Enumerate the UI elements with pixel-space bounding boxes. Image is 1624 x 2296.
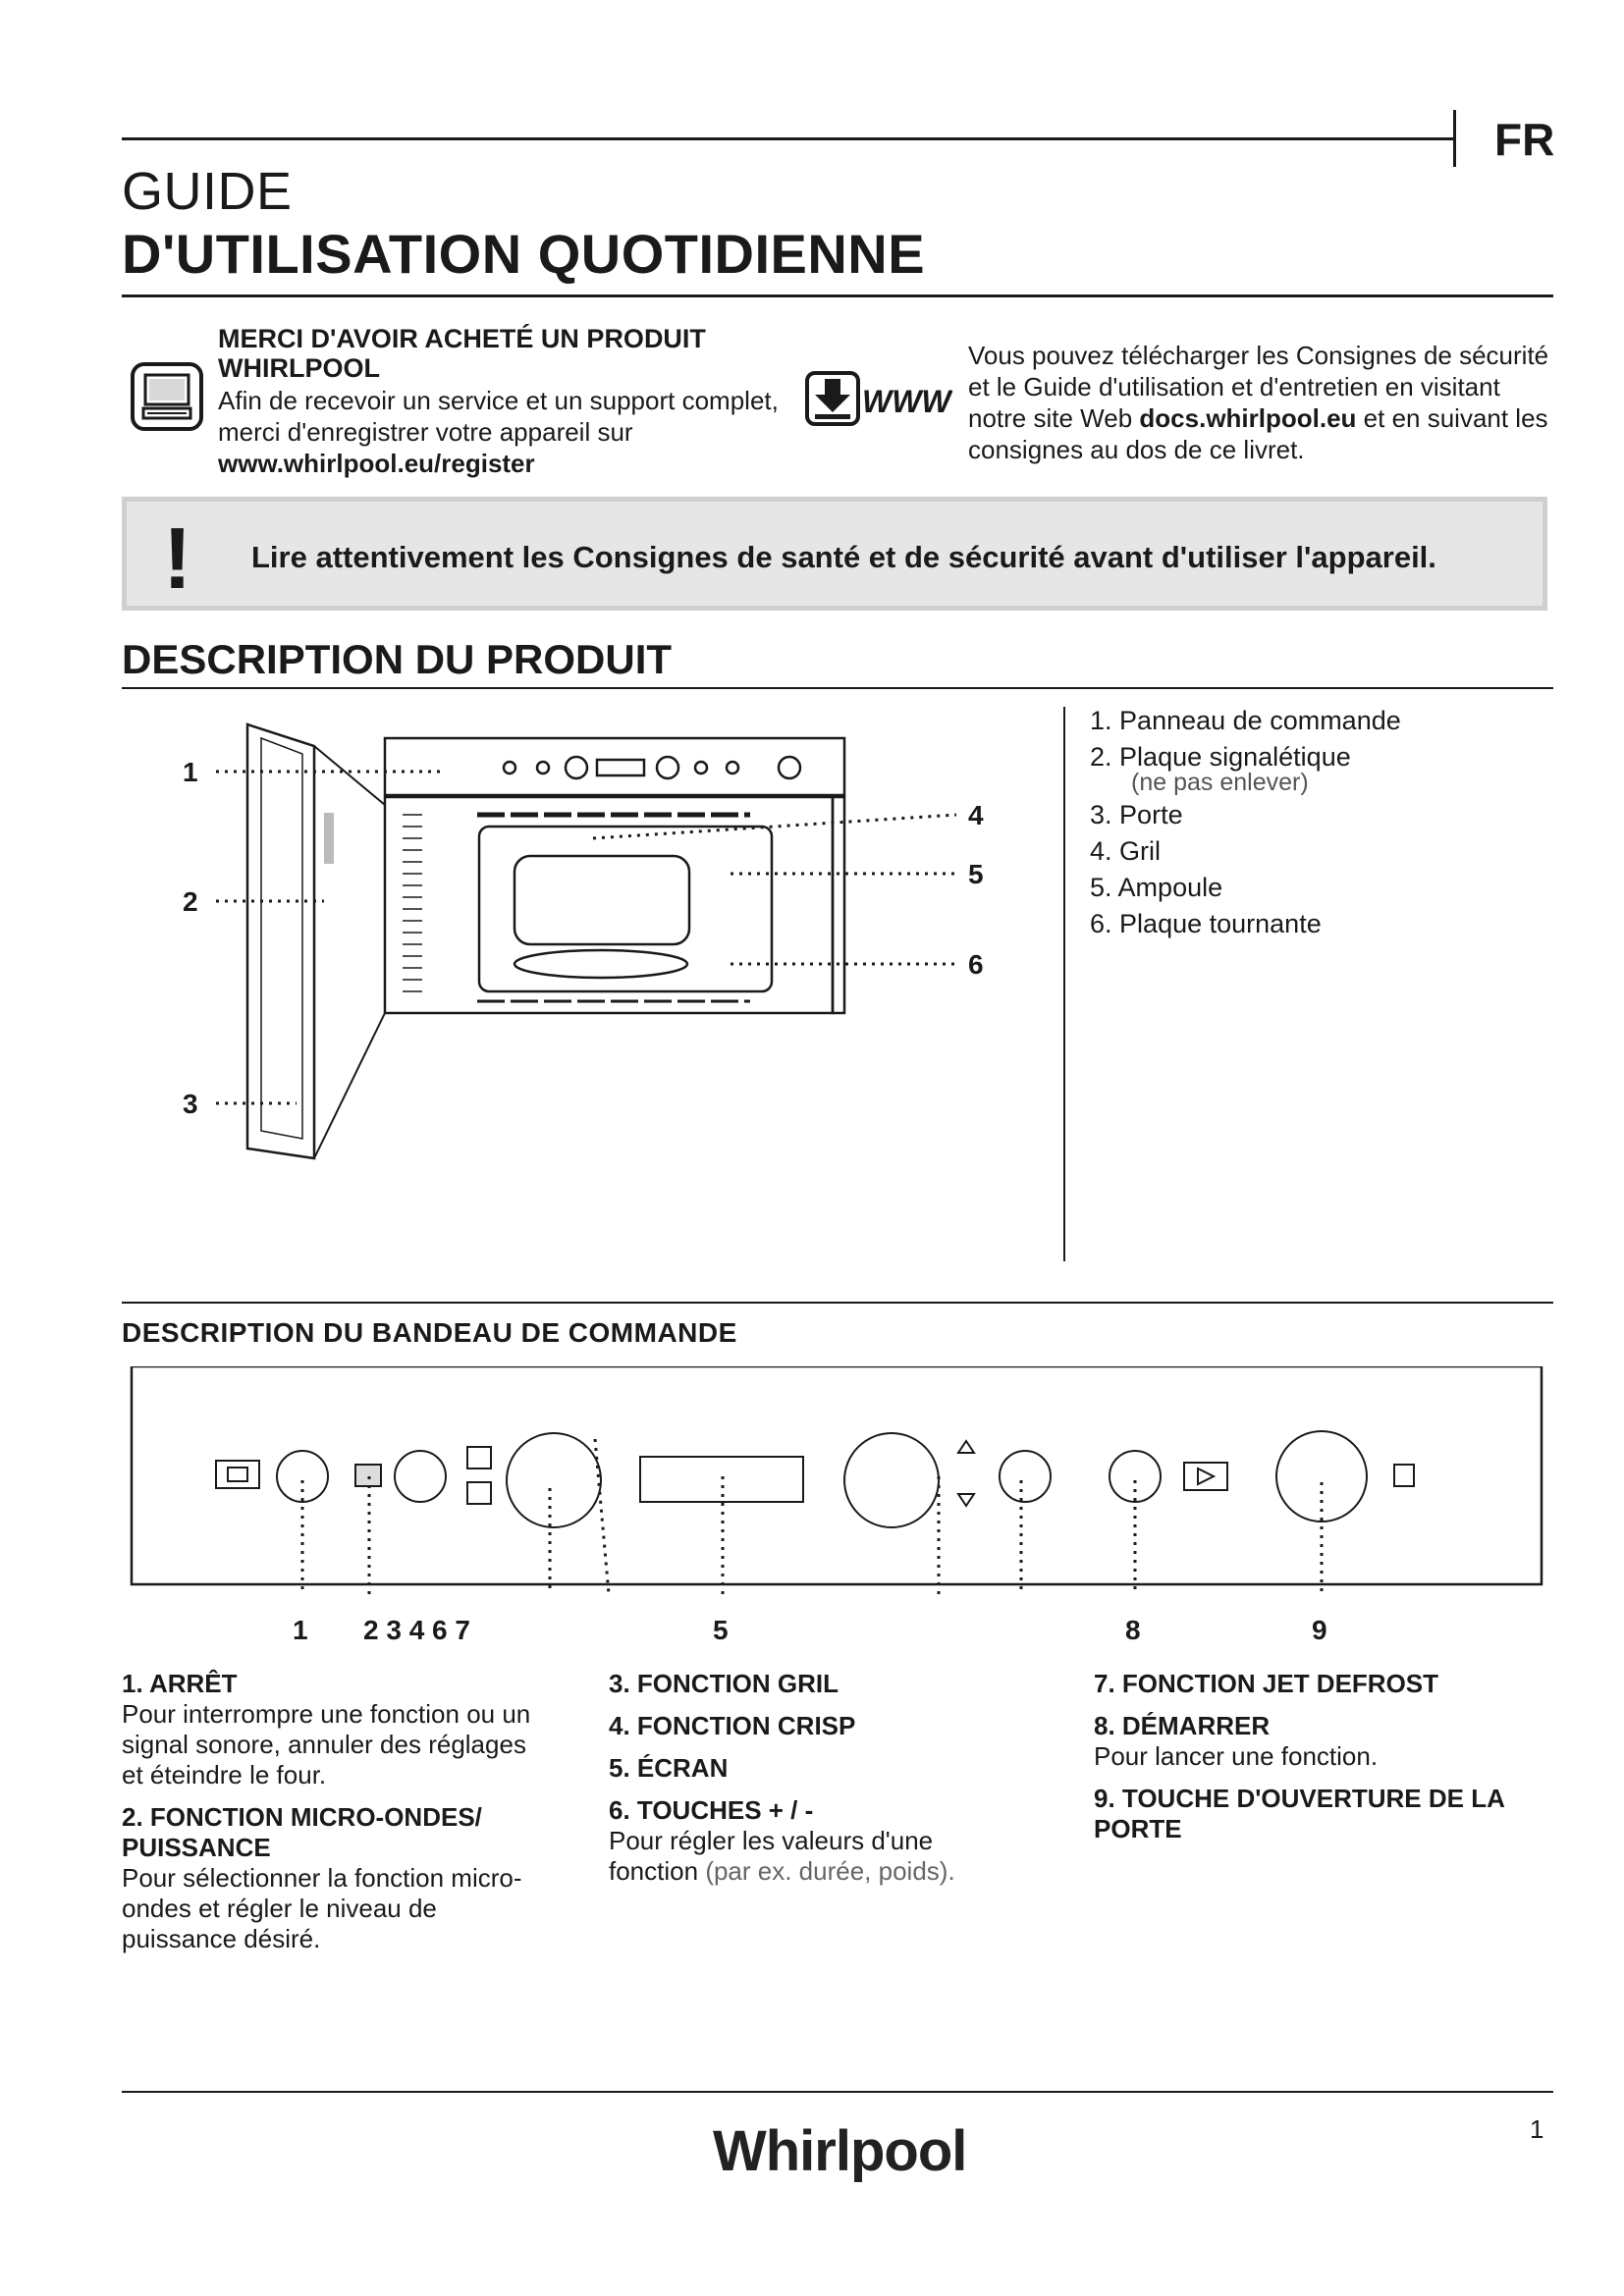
panel-section-title: DESCRIPTION DU BANDEAU DE COMMANDE — [122, 1317, 737, 1348]
callout-6: 6 — [968, 949, 984, 980]
description-column-2 — [609, 1669, 1021, 1887]
list-item: 1. Panneau de commande — [1090, 706, 1401, 735]
footer-rule — [122, 2091, 1553, 2093]
callout-3: 3 — [183, 1089, 198, 1119]
warning-icon: ! — [163, 509, 192, 607]
control-panel-diagram — [122, 1366, 1549, 1651]
product-section-rule — [122, 687, 1553, 689]
language-code: FR — [1494, 114, 1555, 165]
whirlpool-logo: Whirlpool — [713, 2119, 967, 2183]
desc-text: Pour régler les valeurs d'une fonction — [609, 1826, 934, 1886]
list-item: 3. Porte — [1090, 800, 1183, 829]
title-rule — [122, 294, 1553, 297]
warning-text: Lire attentivement les Consignes de santé et de sécurité avant d'utiliser l'appareil. — [251, 540, 1436, 574]
description-column-1 — [122, 1669, 544, 1954]
list-item: 4. Gril — [1090, 836, 1162, 866]
download-icon — [805, 369, 952, 428]
callout-4: 4 — [968, 800, 984, 830]
register-title: MERCI D'AVOIR ACHETÉ UN PRODUIT WHIRLPOOL — [218, 324, 706, 383]
desc-heading: 4. FONCTION CRISP — [609, 1711, 856, 1740]
page-title-line1: GUIDE — [122, 162, 293, 221]
desc-heading: 6. TOUCHES + / - — [609, 1795, 814, 1825]
desc-heading: 7. FONCTION JET DEFROST — [1094, 1669, 1439, 1698]
list-item: 2. Plaque signalétique — [1090, 742, 1351, 772]
register-url[interactable]: www.whirlpool.eu/register — [218, 449, 535, 478]
panel-callout-5: 5 — [713, 1615, 729, 1645]
panel-callout-1: 1 — [293, 1615, 308, 1645]
top-rule — [122, 137, 1453, 140]
desc-heading: 2. FONCTION MICRO-ONDES/ PUISSANCE — [122, 1802, 482, 1862]
page-number: 1 — [1530, 2114, 1544, 2144]
list-item: 6. Plaque tournante — [1090, 909, 1322, 938]
panel-callout-9: 9 — [1312, 1615, 1327, 1645]
parts-list — [1090, 703, 1401, 942]
download-url[interactable]: docs.whirlpool.eu — [1139, 403, 1357, 433]
register-text — [218, 385, 807, 479]
language-separator — [1453, 110, 1456, 167]
panel-callout-8: 8 — [1125, 1615, 1141, 1645]
desc-text-note: (par ex. durée, poids). — [705, 1856, 955, 1886]
oven-diagram — [122, 707, 1064, 1178]
callout-5: 5 — [968, 859, 984, 889]
desc-heading: 1. ARRÊT — [122, 1669, 238, 1698]
download-body-end: et en suivant les consignes au dos de ce livret. — [968, 403, 1548, 464]
product-divider — [1063, 707, 1065, 1261]
desc-text: Pour sélectionner la fonction micro-ondes et régler le niveau de puissance désiré. — [122, 1863, 522, 1953]
download-text — [968, 340, 1557, 465]
desc-heading: 5. ÉCRAN — [609, 1753, 729, 1783]
desc-text: Pour interrompre une fonction ou un signal sonore, annuler des réglages et éteindre le four. — [122, 1699, 531, 1789]
product-section-title: DESCRIPTION DU PRODUIT — [122, 636, 673, 682]
page-title-line2: D'UTILISATION QUOTIDIENNE — [122, 223, 926, 285]
callout-1: 1 — [183, 757, 198, 787]
panel-callout-23467: 2 3 4 6 7 — [363, 1615, 470, 1645]
callout-2: 2 — [183, 886, 198, 917]
desc-heading: 8. DÉMARRER — [1094, 1711, 1271, 1740]
parts-note: (ne pas enlever) — [1131, 769, 1309, 796]
register-body: Afin de recevoir un service et un support complet, merci d'enregistrer votre appareil sur — [218, 386, 779, 447]
www-label: WWW — [862, 384, 951, 419]
desc-heading: 3. FONCTION GRIL — [609, 1669, 839, 1698]
description-column-3 — [1094, 1669, 1526, 1844]
list-item: 5. Ampoule — [1090, 873, 1223, 902]
panel-section-rule — [122, 1302, 1553, 1304]
desc-heading: 9. TOUCHE D'OUVERTURE DE LA PORTE — [1094, 1784, 1504, 1843]
desc-text: Pour lancer une fonction. — [1094, 1741, 1379, 1771]
monitor-icon — [130, 361, 204, 432]
download-body: Vous pouvez télécharger les Consignes de sécurité et le Guide d'utilisation et d'entretien en visitant notre site Web — [968, 341, 1549, 433]
